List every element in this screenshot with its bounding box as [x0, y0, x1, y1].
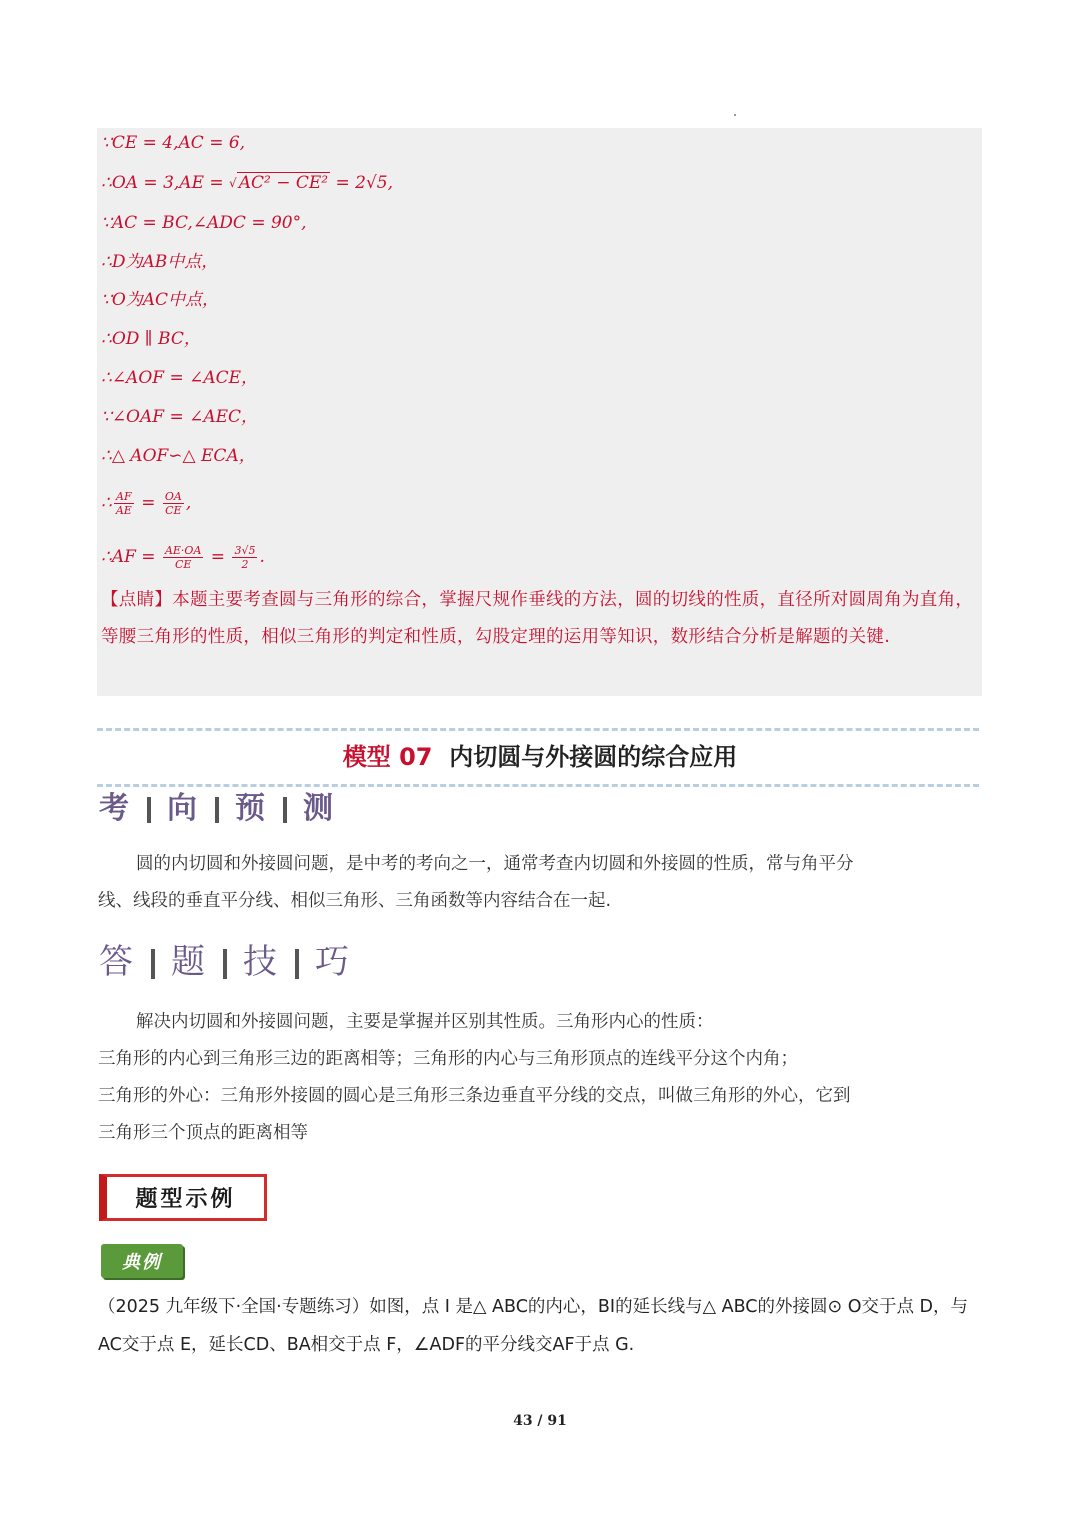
speck	[734, 114, 736, 116]
answer-tips-heading: 答 题 技 巧	[99, 942, 351, 982]
exam-direction-heading: 考 向 预 测	[99, 791, 335, 826]
solution-line: ∴D为AB中点，	[101, 252, 219, 272]
key-point-note: 【点睛】本题主要考查圆与三角形的综合，掌握尺规作垂线的方法，圆的切线的性质，直径所对圆周角为直角，等腰三角形的性质，相似三角形的判定和性质，勾股定理的运用等知识，数形结合分析是解题的关键.	[101, 590, 974, 647]
page-number: 43 / 91	[513, 1413, 567, 1429]
solution-line: ∵O为AC中点，	[101, 290, 220, 310]
answer-tips-p3: 三角形的外心：三角形外接圆的圆心是三角形三条边垂直平分线的交点，叫做三角形的外心，它到三角形三个顶点的距离相等	[98, 1086, 851, 1143]
solution-line: ∵CE = 4,AC = 6,	[101, 133, 246, 153]
model-title: 模型 07 内切圆与外接圆的综合应用	[342, 743, 738, 771]
type-example-badge: 题型示例	[99, 1174, 267, 1221]
answer-tips-p2: 三角形的内心到三角形三边的距离相等；三角形的内心与三角形顶点的连线平分这个内角；	[98, 1049, 798, 1069]
solution-line: ∴OD ∥ BC，	[101, 329, 201, 349]
divider-bottom	[97, 784, 979, 787]
solution-fraction-line: ∴ $\frac{AF}{AE}$ = $\frac{OA}{CE}$ ,	[101, 490, 192, 517]
answer-tips-p1: 解决内切圆和外接圆问题，主要是掌握并区别其性质。三角形内心的性质：	[136, 1012, 714, 1032]
solution-line: ∴OA = 3,AE = √ AC² − CE² = 2√5,	[101, 173, 394, 193]
solution-line: ∴∠AOF = ∠ACE，	[101, 368, 259, 388]
typical-example-badge: 典例	[101, 1244, 183, 1278]
exam-direction-text: 圆的内切圆和外接圆问题，是中考的考向之一，通常考查内切圆和外接圆的性质，常与角平分线、线段的垂直平分线、相似三角形、三角函数等内容结合在一起.	[98, 854, 854, 911]
solution-af-line: ∴AF = $\frac{AE\cdot OA}{CE}$ = $\frac{3√5}{2}$ .	[101, 544, 265, 571]
divider-top	[97, 728, 979, 731]
solution-line: ∵∠OAF = ∠AEC，	[101, 407, 259, 427]
solution-box	[97, 128, 982, 696]
solution-line: ∴△ AOF∽△ ECA，	[101, 446, 256, 466]
example-problem: （2025 九年级下·全国·专题练习）如图，点 I 是△ ABC的内心，BI的延长线与△ ABC的外接圆⊙ O交于点 D，与AC交于点 E，延长CD、BA相交于点 F，∠ADF的平分线交AF于点 G.	[98, 1297, 969, 1355]
solution-line: ∵AC = BC,∠ADC = 90°,	[101, 213, 307, 233]
